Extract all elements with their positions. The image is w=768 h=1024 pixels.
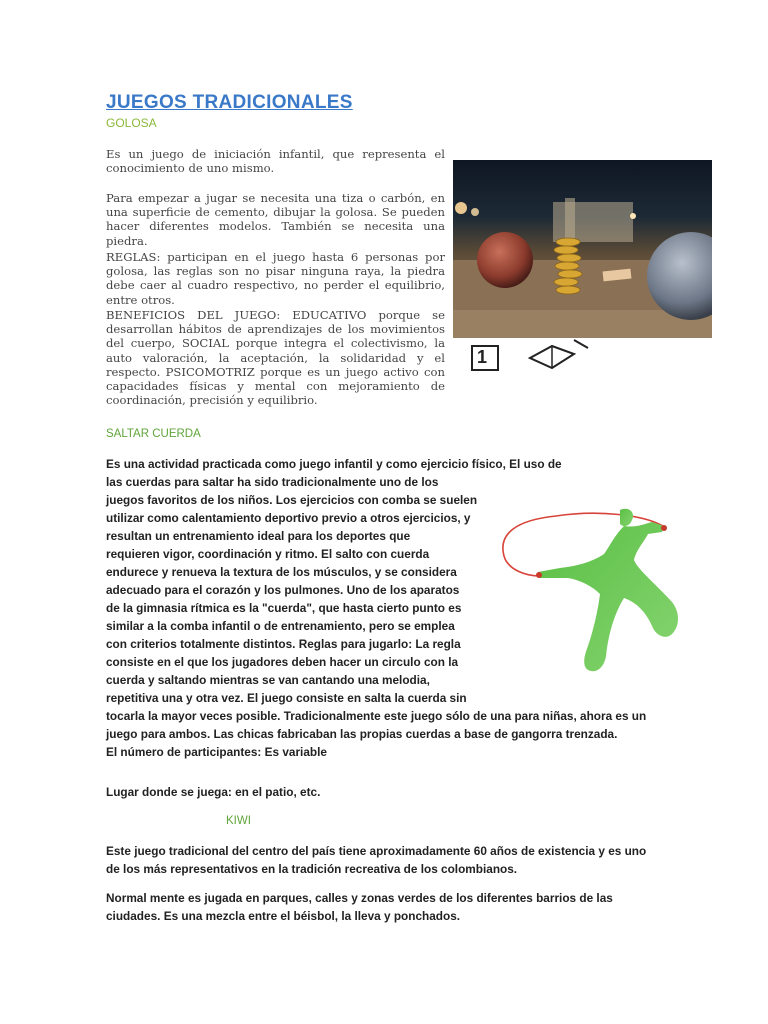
saltar-line: juegos favoritos de los niños. Los ejercicios con comba se suelen (106, 493, 478, 507)
hopscotch-number: 1 (477, 347, 488, 367)
saltar-line: las cuerdas para saltar ha sido tradicionalmente uno de los (106, 475, 439, 489)
saltar-line: resultan un entrenamiento ideal para los deportes que (106, 529, 411, 543)
page-title: JUEGOS TRADICIONALES (106, 92, 353, 113)
golosa-paragraph-3: REGLAS: participan en el juego hasta 6 personas por golosa, las reglas son no pisar ninguna raya, la piedra debe caer al cuadro respectivo, no perder el equilibrio, entre otros. (106, 250, 445, 307)
hopscotch-diagram (470, 338, 600, 379)
saltar-line: adecuado para el corazón y los pulmones. Uno de los aparatos (106, 583, 460, 597)
golosa-heading: GOLOSA (106, 116, 157, 130)
saltar-line: de la gimnasia rítmica es la "cuerda", que hasta cierto punto es (106, 601, 462, 615)
saltar-line: cuerda y saltando mientras se van cantando una melodia, (106, 673, 430, 687)
saltar-line: endurece y renueva la textura de los músculos, y se considera (106, 565, 457, 579)
golosa-paragraph-2: Para empezar a jugar se necesita una tiza o carbón, en una superficie de cemento, dibujar la golosa. Se pueden hacer diferentes modelos. También se necesita una piedra. (106, 191, 445, 248)
saltar-line: Es una actividad practicada como juego infantil y como ejercicio físico, El uso de (106, 457, 562, 471)
kiwi-line: Este juego tradicional del centro del país tiene aproximadamente 60 años de existencia y es uno (106, 844, 647, 858)
saltar-line: tocarla la mayor veces posible. Tradicionalmente este juego sólo de una para niñas, ahora es un (106, 709, 647, 723)
saltar-line: repetitiva una y otra vez. El juego consiste en salta la cuerda sin (106, 691, 467, 705)
golosa-paragraph-1: Es un juego de iniciación infantil, que representa el conocimiento de uno mismo. (106, 147, 445, 176)
saltar-line: utilizar como calentamiento deportivo previo a otros ejercicios, y (106, 511, 471, 525)
jump-rope-silhouette-icon (496, 506, 686, 686)
kiwi-paragraph-1 (106, 842, 676, 878)
golosa-photo-illustration (453, 160, 712, 338)
kiwi-paragraph-2 (106, 889, 676, 925)
hopscotch-icon (470, 338, 600, 374)
kiwi-line: de los más representativos en la tradición recreativa de los colombianos. (106, 862, 518, 876)
saltar-lugar: Lugar donde se juega: en el patio, etc. (106, 785, 321, 799)
saltar-line: El número de participantes: Es variable (106, 745, 327, 759)
saltar-heading: SALTAR CUERDA (106, 428, 201, 440)
saltar-line: similar a la comba infantil o de entrenamiento, pero se emplea (106, 619, 455, 633)
saltar-line: requieren vigor, coordinación y ritmo. El salto con cuerda (106, 547, 430, 561)
golosa-paragraph-4: BENEFICIOS DEL JUEGO: EDUCATIVO porque se desarrollan hábitos de aprendizajes de los movimientos del cuerpo, SOCIAL porque integra el colectivismo, la auto valoración, la aceptación, la solidaridad y el respecto. PSICOMOTRIZ porque es un juego activo con capacidades físicas y mental con mejoramiento de coordinación, precisión y equilibrio. (106, 308, 445, 408)
golosa-photo (453, 160, 712, 338)
saltar-line: con criterios totalmente distintos. Reglas para jugarlo: La regla (106, 637, 461, 651)
kiwi-line: ciudades. Es una mezcla entre el béisbol, la lleva y ponchados. (106, 909, 461, 923)
saltar-line: juego para ambos. Las chicas fabricaban las propias cuerdas a base de gangorra trenzada. (106, 727, 618, 741)
jump-rope-figure (496, 506, 686, 691)
kiwi-line: Normal mente es jugada en parques, calles y zonas verdes de los diferentes barrios de las (106, 891, 613, 905)
kiwi-heading: KIWI (226, 815, 251, 827)
saltar-line: consiste en el que los jugadores deben hacer un circulo con la (106, 655, 459, 669)
